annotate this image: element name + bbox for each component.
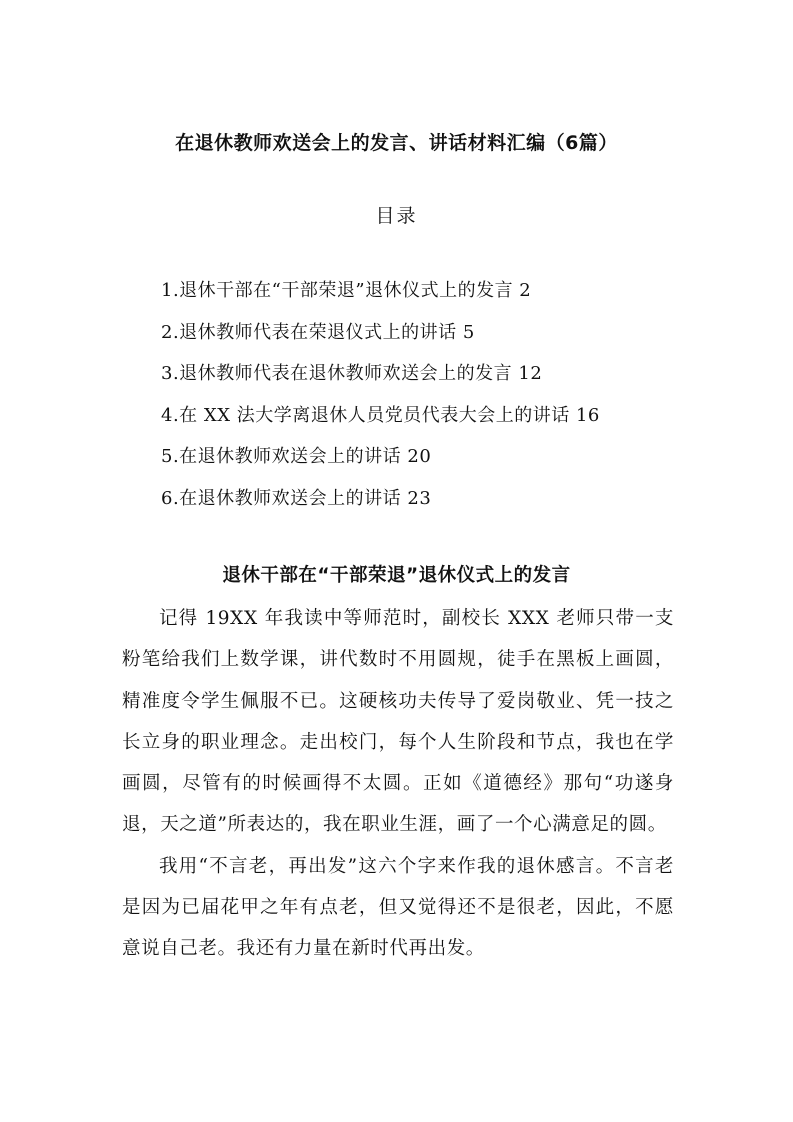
body-paragraph: 记得 19XX 年我读中等师范时，副校长 XXX 老师只带一支粉笔给我们上数学课，讲代数时不用圆规，徒手在黑板上画圆，精准度令学生佩服不已。这硬核功夫传导了爱岗敬业、凭一技之长立身的职业理念。走出校门，每个人生阶段和节点，我也在学画圆，尽管有的时候画得不太圆。正如《道德经》那句“功遂身退，天之道”所表达的，我在职业生涯，画了一个心满意足的圆。 — [122, 608, 674, 836]
toc-item: 2.退休教师代表在荣退仪式上的讲话 5 — [161, 321, 475, 343]
section-body — [122, 598, 674, 970]
toc-item: 6.在退休教师欢送会上的讲话 23 — [161, 487, 432, 509]
section-heading: 退休干部在“干部荣退”退休仪式上的发言 — [222, 565, 571, 586]
table-of-contents — [161, 270, 721, 519]
document-title: 在退休教师欢送会上的发言、讲话材料汇编（6篇） — [175, 132, 618, 154]
body-paragraph: 我用“不言老，再出发”这六个字来作我的退休感言。不言老是因为已届花甲之年有点老，但又觉得还不是很老，因此，不愿意说自己老。我还有力量在新时代再出发。 — [122, 855, 674, 960]
toc-item: 4.在 XX 法大学离退休人员党员代表大会上的讲话 16 — [161, 404, 600, 426]
toc-item: 3.退休教师代表在退休教师欢送会上的发言 12 — [161, 363, 543, 384]
toc-heading: 目录 — [375, 205, 418, 227]
toc-item: 1.退休干部在“干部荣退”退休仪式上的发言 2 — [161, 280, 532, 301]
toc-item: 5.在退休教师欢送会上的讲话 20 — [161, 446, 432, 467]
